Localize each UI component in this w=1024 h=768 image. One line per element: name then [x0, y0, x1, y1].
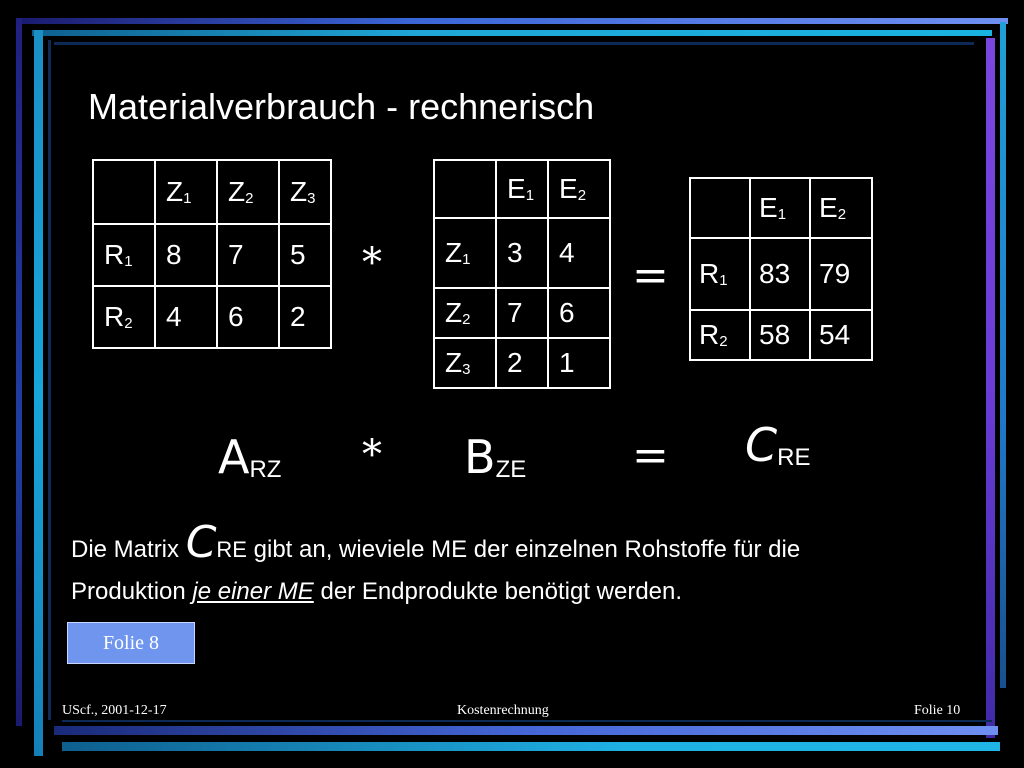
emphasis-text: je einer ME	[192, 578, 314, 605]
footer-date: UScf., 2001-12-17	[62, 703, 167, 718]
table-header-cell: $Z_2$	[217, 160, 279, 224]
description-text: Die Matrix CRE gibt an, wieviele ME der einzelnen Rohstoffe für die Produktion je einer ME der Endprodukte benötigt werden.	[71, 517, 801, 605]
table-header-cell: $E_1$	[496, 160, 548, 218]
table-header-row	[434, 160, 610, 218]
table-header-cell: $E_2$	[548, 160, 610, 218]
multiply-operator: *	[362, 240, 382, 286]
table-cell: 54	[810, 310, 872, 360]
table-cell: 79	[810, 238, 872, 310]
row-label-cell: $R_2$	[93, 286, 155, 348]
footer-title: Kostenrechnung	[457, 703, 549, 718]
table-cell: 2	[279, 286, 331, 348]
frame-line-left	[48, 40, 51, 720]
frame-line-bottom	[62, 720, 992, 722]
table-cell: 5	[279, 224, 331, 286]
table-row	[93, 224, 331, 286]
matrix-b-table	[433, 159, 611, 389]
matrix-c-table	[689, 177, 873, 361]
row-label-cell: $R_2$	[690, 310, 750, 360]
table-cell: 6	[217, 286, 279, 348]
formula-symbol-a: ARZ	[218, 430, 282, 484]
table-cell: 8	[155, 224, 217, 286]
equals-operator: =	[632, 250, 669, 301]
table-cell: 83	[750, 238, 810, 310]
footer-slide-number: Folie 10	[914, 703, 961, 718]
table-corner-cell	[93, 160, 155, 224]
frame-bar-bottom-inner	[54, 726, 998, 735]
table-cell: 7	[496, 288, 548, 338]
matrix-a-table	[92, 159, 332, 349]
folie-8-button[interactable]: Folie 8	[67, 622, 195, 664]
table-row	[434, 288, 610, 338]
table-header-cell: $Z_3$	[279, 160, 331, 224]
table-corner-cell	[690, 178, 750, 238]
frame-bar-right-outer	[1000, 22, 1006, 688]
slide-title: Materialverbrauch - rechnerisch	[88, 86, 595, 127]
table-header-cell: $Z_1$	[155, 160, 217, 224]
formula-symbol-b: BZE	[464, 430, 527, 484]
frame-bar-top-outer	[16, 18, 1008, 24]
table-cell: 6	[548, 288, 610, 338]
table-row	[93, 286, 331, 348]
frame-line-top	[54, 42, 974, 45]
formula-symbol-c: CRE	[745, 418, 811, 472]
row-label-cell: $Z_1$	[434, 218, 496, 288]
table-cell: 1	[548, 338, 610, 388]
table-cell: 58	[750, 310, 810, 360]
frame-bar-top-inner	[32, 30, 992, 36]
table-cell: 7	[217, 224, 279, 286]
table-header-row	[93, 160, 331, 224]
row-label-cell: $R_1$	[690, 238, 750, 310]
table-header-cell: $E_1$	[750, 178, 810, 238]
table-header-cell: $E_2$	[810, 178, 872, 238]
row-label-cell: $Z_3$	[434, 338, 496, 388]
frame-bar-right-inner	[986, 38, 995, 738]
table-cell: 2	[496, 338, 548, 388]
table-row	[690, 238, 872, 310]
formula-equals-operator: =	[632, 430, 669, 481]
table-cell: 3	[496, 218, 548, 288]
table-row	[434, 218, 610, 288]
table-cell: 4	[548, 218, 610, 288]
table-row	[690, 310, 872, 360]
row-label-cell: $Z_2$	[434, 288, 496, 338]
table-row	[434, 338, 610, 388]
row-label-cell: $R_1$	[93, 224, 155, 286]
frame-bar-bottom-outer	[62, 742, 1000, 751]
table-cell: 4	[155, 286, 217, 348]
frame-bar-left-outer	[16, 18, 22, 726]
table-header-row	[690, 178, 872, 238]
formula-multiply-operator: *	[362, 432, 382, 478]
frame-bar-left-inner	[34, 30, 43, 756]
table-corner-cell	[434, 160, 496, 218]
